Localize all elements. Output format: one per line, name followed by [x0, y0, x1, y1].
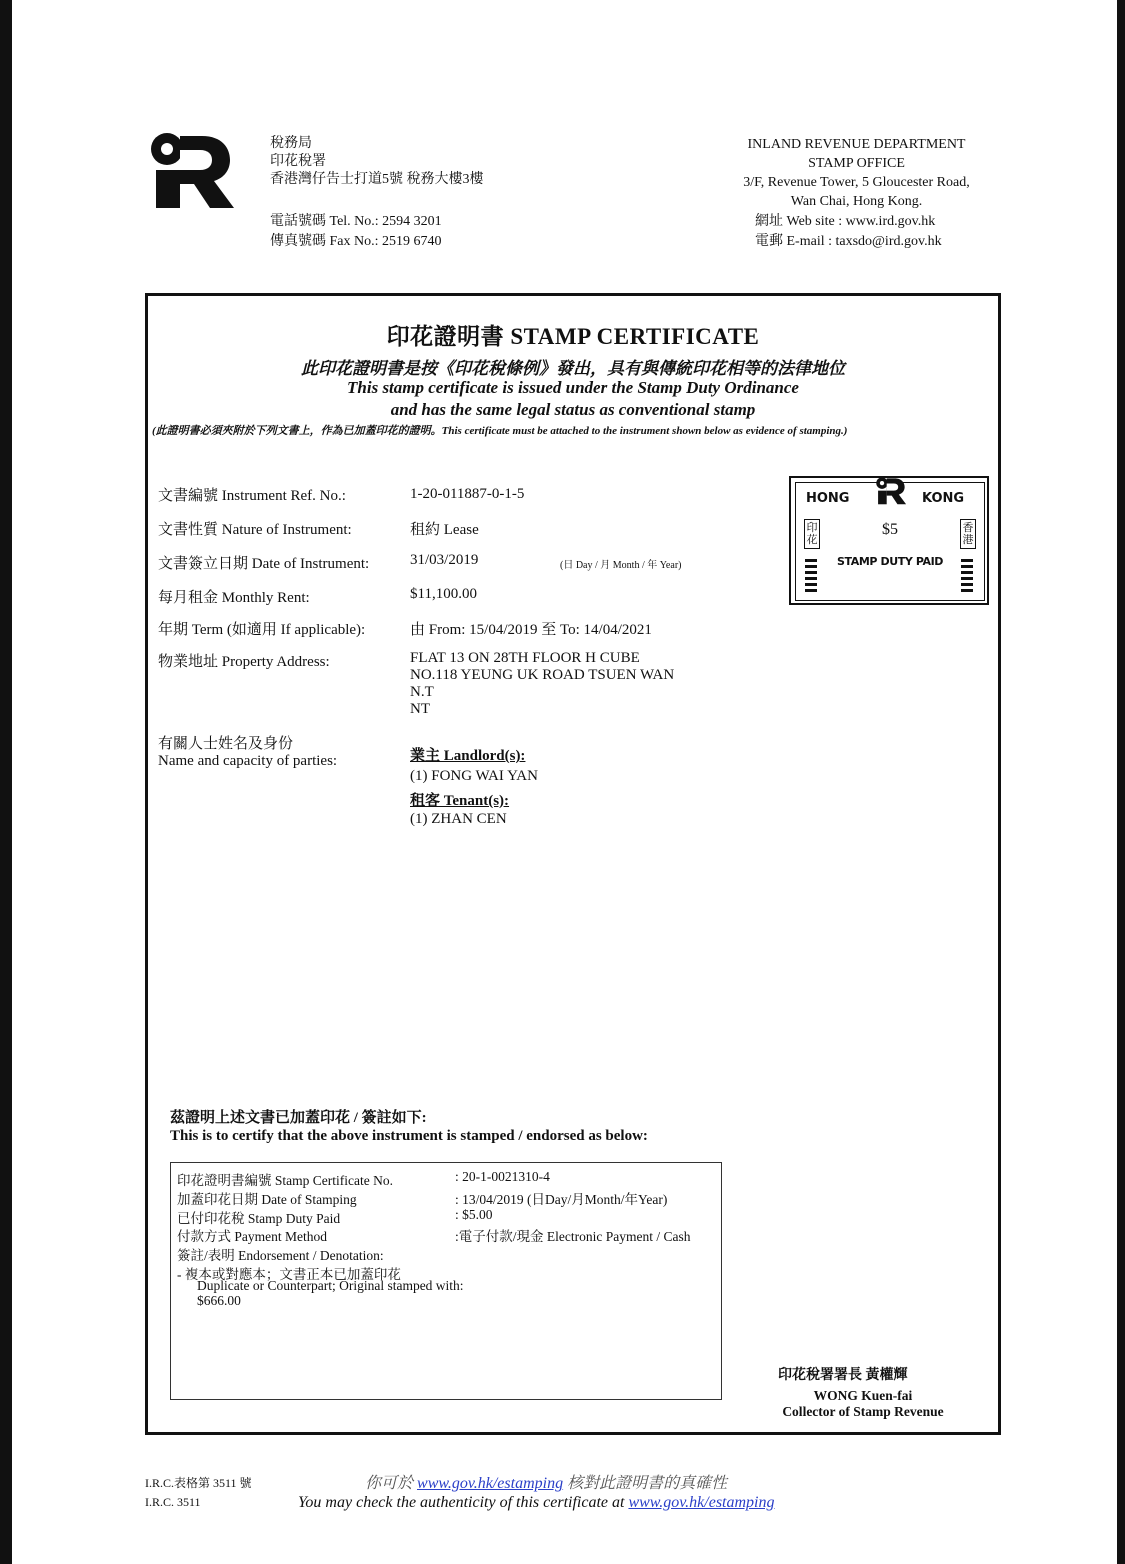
endorse-line3: $666.00	[197, 1293, 241, 1308]
endorse-line2: Duplicate or Counterpart; Original stamped with:	[197, 1278, 464, 1293]
dept-name-zh: 稅務局	[270, 136, 312, 151]
stamp-date-value: : 13/04/2019 (日Day/月Month/年Year)	[455, 1192, 668, 1207]
date-value: 31/03/2019	[410, 552, 479, 568]
subtitle-en-1: This stamp certificate is issued under the Stamp Duty Ordinance	[347, 378, 799, 397]
verify-zh-line	[365, 1470, 727, 1493]
tenant-heading: 租客 Tenant(s):	[410, 793, 510, 809]
office-name-zh: 印花稅署	[270, 154, 326, 169]
collector-title-zh: 印花稅署署長 黃權輝	[778, 1368, 908, 1383]
stamp-right-ornament	[961, 559, 973, 593]
header-contact-block	[270, 212, 442, 252]
stamp-kong: KONG	[922, 491, 965, 506]
rent-value: $11,100.00	[410, 586, 477, 602]
payment-value: :電子付款/現金 Electronic Payment / Cash	[455, 1229, 691, 1244]
address-en-line2: Wan Chai, Hong Kong.	[790, 194, 923, 209]
ref-value: 1-20-011887-0-1-5	[410, 486, 525, 502]
property-address	[410, 650, 674, 718]
address-zh: 香港灣仔告士打道5號 稅務大樓3樓	[270, 172, 484, 187]
parties-label-zh: 有關人士姓名及身份	[158, 736, 294, 752]
tel-number: 電話號碼 Tel. No.: 2594 3201	[270, 214, 442, 229]
stamp-hong: HONG	[806, 491, 850, 506]
landlord-heading: 業主 Landlord(s):	[410, 748, 526, 764]
verify-zh-pre: 你可於	[365, 1475, 418, 1492]
endorse-line1: - 複本或對應本；文書正本已加蓋印花	[177, 1267, 401, 1282]
term-value: 由 From: 15/04/2019 至 To: 14/04/2021	[410, 622, 652, 638]
stamp-caption: STAMP DUTY PAID	[836, 555, 944, 568]
address-label: 物業地址 Property Address:	[158, 654, 330, 670]
address-en-line1: 3/F, Revenue Tower, 5 Gloucester Road,	[743, 175, 970, 190]
office-name-en: STAMP OFFICE	[808, 156, 905, 171]
subtitle-zh: 此印花證明書是按《印花稅條例》發出，具有與傳統印花相等的法律地位	[301, 359, 845, 378]
address-line: NO.118 YEUNG UK ROAD TSUEN WAN	[410, 667, 675, 683]
estamping-link-en[interactable]: www.gov.hk/estamping	[628, 1494, 775, 1511]
certificate-title: 印花證明書 STAMP CERTIFICATE	[386, 324, 760, 349]
address-line: NT	[410, 701, 430, 717]
right-page-edge	[1117, 0, 1125, 1564]
stamp-left-tag: 印花	[804, 519, 820, 549]
cert-no-label: 印花證明書編號 Stamp Certificate No.	[177, 1173, 393, 1188]
tenant-name: (1) ZHAN CEN	[410, 811, 507, 827]
payment-label: 付款方式 Payment Method	[177, 1229, 327, 1244]
certificate-box	[145, 293, 1001, 1435]
parties-label-en: Name and capacity of parties:	[158, 753, 338, 769]
date-format-hint: (日 Day / 月 Month / 年 Year)	[560, 560, 682, 571]
header-web-block	[755, 212, 942, 252]
rent-label: 每月租金 Monthly Rent:	[158, 590, 310, 606]
stamp-duty-paid-stamp	[789, 476, 989, 605]
verify-zh-post: 核對此證明書的真確性	[563, 1475, 728, 1492]
dept-name-en: INLAND REVENUE DEPARTMENT	[747, 137, 966, 152]
left-page-edge	[0, 0, 12, 1564]
header-right-block	[700, 135, 1013, 211]
verify-en-line	[298, 1494, 775, 1512]
attachment-note: (此證明書必須夾附於下列文書上，作為已加蓋印花的證明。This certificate must be attached to the instrument shown below as evidence of stamping.)	[152, 425, 848, 437]
nature-value: 租約 Lease	[410, 522, 479, 538]
date-label: 文書簽立日期 Date of Instrument:	[158, 556, 370, 572]
stamp-right-tag: 香港	[960, 519, 976, 549]
stamping-details-box	[170, 1162, 722, 1400]
form-number-en: I.R.C. 3511	[145, 1495, 201, 1509]
ref-label: 文書編號 Instrument Ref. No.:	[158, 488, 346, 504]
ird-logo-icon	[150, 132, 234, 210]
certify-en: This is to certify that the above instrument is stamped / endorsed as below:	[170, 1128, 648, 1144]
form-number-zh: I.R.C.表格第 3511 號	[145, 1476, 252, 1490]
stamp-left-ornament	[805, 559, 817, 593]
header-left-block	[270, 135, 484, 189]
address-line: N.T	[410, 684, 434, 700]
subtitle-en-2: and has the same legal status as conventional stamp	[390, 400, 756, 419]
verify-en-pre: You may check the authenticity of this certificate at	[298, 1494, 629, 1511]
stamp-ird-logo-icon	[874, 477, 908, 505]
landlord-name: (1) FONG WAI YAN	[410, 768, 538, 784]
collector-title-en: Collector of Stamp Revenue	[782, 1404, 944, 1419]
stamp-amount: $5	[882, 521, 898, 538]
nature-label: 文書性質 Nature of Instrument:	[158, 522, 352, 538]
endorse-label: 簽註/表明 Endorsement / Denotation:	[177, 1248, 384, 1263]
stamp-inner-frame	[795, 482, 985, 601]
website: 網址 Web site : www.ird.gov.hk	[755, 214, 936, 229]
address-line: FLAT 13 ON 28TH FLOOR H CUBE	[410, 650, 640, 666]
parties-label	[158, 736, 337, 770]
certify-zh: 茲證明上述文書已加蓋印花 / 簽註如下:	[170, 1110, 427, 1126]
cert-no-value: : 20-1-0021310-4	[455, 1169, 550, 1184]
fax-number: 傳真號碼 Fax No.: 2519 6740	[270, 234, 442, 249]
collector-name-en: WONG Kuen-fai	[813, 1388, 913, 1403]
estamping-link-zh[interactable]: www.gov.hk/estamping	[417, 1475, 564, 1492]
email: 電郵 E-mail : taxsdo@ird.gov.hk	[755, 234, 942, 249]
duty-value: : $5.00	[455, 1207, 493, 1222]
duty-label: 已付印花稅 Stamp Duty Paid	[177, 1211, 341, 1226]
term-label: 年期 Term (如適用 If applicable):	[158, 622, 366, 638]
stamp-date-label: 加蓋印花日期 Date of Stamping	[177, 1192, 357, 1207]
